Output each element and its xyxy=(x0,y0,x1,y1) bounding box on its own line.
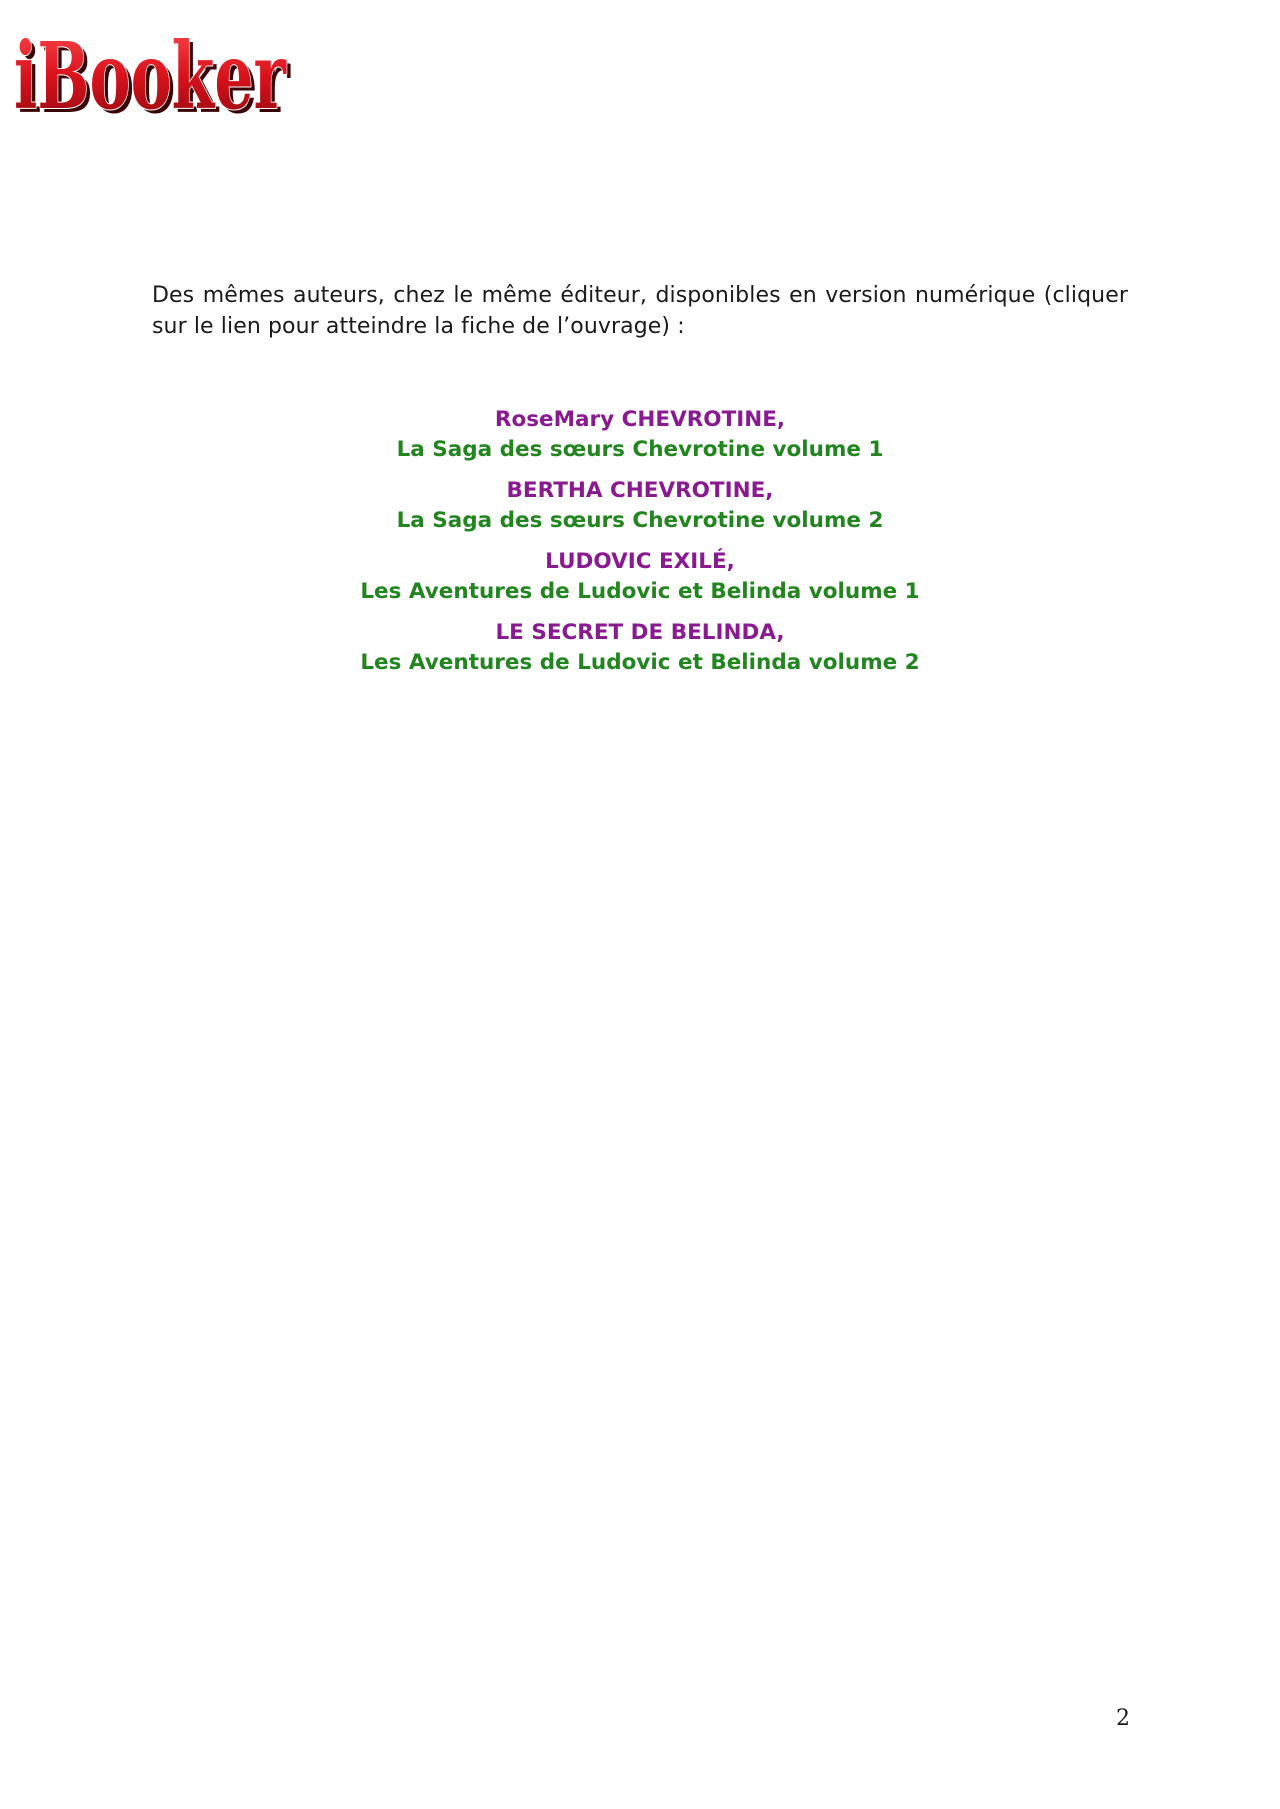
book-item xyxy=(0,476,1280,536)
book-item xyxy=(0,547,1280,607)
book-item xyxy=(0,618,1280,678)
book-title-link[interactable]: LE SECRET DE BELINDA, xyxy=(495,620,785,645)
book-series-link[interactable]: La Saga des sœurs Chevrotine volume 1 xyxy=(396,437,884,462)
logo-text: iBooker xyxy=(14,22,288,127)
book-series-link[interactable]: La Saga des sœurs Chevrotine volume 2 xyxy=(396,508,884,533)
book-title-link[interactable]: BERTHA CHEVROTINE, xyxy=(506,478,774,503)
book-series-link[interactable]: Les Aventures de Ludovic et Belinda volume 2 xyxy=(360,650,920,675)
book-title-link[interactable]: LUDOVIC EXILÉ, xyxy=(545,549,735,574)
intro-paragraph: Des mêmes auteurs, chez le même éditeur, disponibles en version numérique (cliquer sur le lien pour atteindre la fiche de l’ouvrage) : xyxy=(152,283,1128,339)
book-item xyxy=(0,405,1280,465)
page-number: 2 xyxy=(1116,1706,1130,1731)
book-series-link[interactable]: Les Aventures de Ludovic et Belinda volume 1 xyxy=(360,579,920,604)
svg-text:iBooker: iBooker xyxy=(18,26,292,127)
book-list xyxy=(0,405,1280,689)
logo-graphic xyxy=(8,12,293,127)
ibooker-logo xyxy=(8,12,293,127)
book-title-link[interactable]: RoseMary CHEVROTINE, xyxy=(494,407,786,432)
